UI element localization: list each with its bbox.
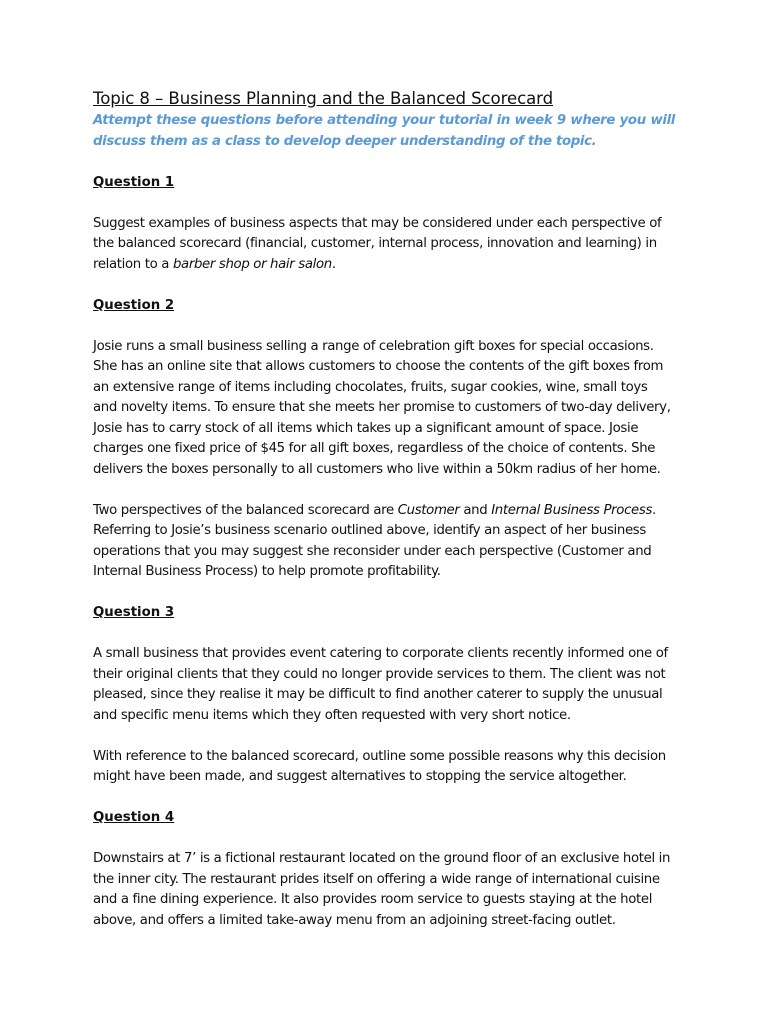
question-2-paragraph-2: Two perspectives of the balanced scorecard are Customer and Internal Business Process. Referring to Josie’s business scenario outlined above, identify an aspect of her business operations that you may suggest she reconsider under each perspective (Customer and Internal Business Process) to help promote profitability. — [93, 502, 656, 580]
document-page — [93, 87, 675, 931]
question-3-heading: Question 3 — [93, 605, 175, 621]
question-2-paragraph-1: Josie runs a small business selling a range of celebration gift boxes for special occasions. She has an online site that allows customers to choose the contents of the gift boxes from an extensive range of items including chocolates, fruits, sugar cookies, wine, small toys and novelty items. To ensure that she meets her promise to customers of two-day delivery, Josie has to carry stock of all items which takes up a significant amount of space. Josie charges one fixed price of $45 for all gift boxes, regardless of the choice of contents. She delivers the boxes personally to all customers who live within a 50km radius of her home. — [93, 338, 671, 477]
question-2-heading: Question 2 — [93, 297, 175, 313]
document-title: Topic 8 – Business Planning and the Balanced Scorecard — [93, 89, 554, 108]
question-3-paragraph-2: With reference to the balanced scorecard, outline some possible reasons why this decision might have been made, and suggest alternatives to stopping the service altogether. — [93, 748, 666, 785]
question-4-heading: Question 4 — [93, 810, 175, 826]
question-4-paragraph: Downstairs at 7’ is a fictional restaurant located on the ground floor of an exclusive hotel in the inner city. The restaurant prides itself on offering a wide range of international cuisine and a fine dining experience. It also provides room service to guests staying at the hotel above, and offers a limited take-away menu from an adjoining street-facing outlet. — [93, 851, 671, 928]
instructions-text: Attempt these questions before attending your tutorial in week 9 where you will discuss them as a class to develop deeper understanding of the topic. — [93, 113, 675, 149]
question-3-paragraph-1: A small business that provides event catering to corporate clients recently informed one of their original clients that they could no longer provide services to them. The client was not pleased, since they realise it may be difficult to find another caterer to supply the unusual and specific menu items which they often requested with very short notice. — [93, 646, 668, 723]
question-1-paragraph: Suggest examples of business aspects that may be considered under each perspective of the balanced scorecard (financial, customer, internal process, innovation and learning) in relation to a barber shop or hair salon. — [93, 215, 662, 272]
question-1-heading: Question 1 — [93, 174, 175, 190]
